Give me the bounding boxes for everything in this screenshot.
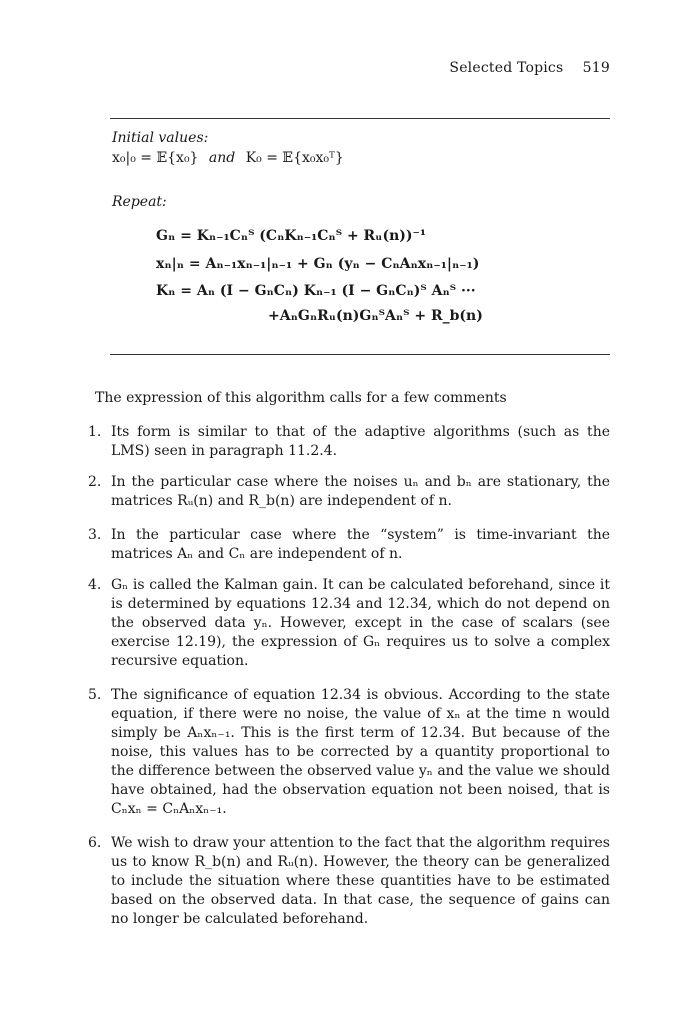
algorithm-box (110, 126, 610, 346)
covariance-equation-line2: +AₙGₙRᵤ(n)GₙᵀAₙᵀ + R_b(n) (268, 308, 483, 324)
section-title: Selected Topics (449, 60, 564, 76)
page-number: 519 (582, 60, 610, 76)
initial-covariance-equation: K₀ = 𝔼{x₀x₀ᵀ} (245, 150, 344, 166)
initial-values-label: Initial values: (112, 130, 209, 146)
algorithm-top-rule (110, 118, 610, 119)
running-header (449, 60, 610, 76)
initial-state-equation: x₀|₀ = 𝔼{x₀} (112, 150, 199, 166)
gain-equation: Gₙ = Kₙ₋₁Cₙᵀ (CₙKₙ₋₁Cₙᵀ + Rᵤ(n))⁻¹ (156, 228, 427, 244)
list-item (88, 686, 610, 836)
list-item-number: 2. (88, 474, 102, 490)
list-item-number: 1. (88, 424, 102, 440)
covariance-equation-line1: Kₙ = Aₙ (I − GₙCₙ) Kₙ₋₁ (I − GₙCₙ)ᵀ Aₙᵀ ··· (156, 283, 476, 299)
list-item-text: Its form is similar to that of the adaptive algorithms (such as the LMS) seen in paragraph 11.2.4. (111, 424, 610, 459)
intro-paragraph: The expression of this algorithm calls for a few comments (95, 390, 507, 406)
list-item (88, 526, 610, 566)
list-item-text: Gₙ is called the Kalman gain. It can be calculated beforehand, since it is determined by equations 12.34 and 12.34, which do not depend on the observed data yₙ. However, except in the case of scalars (see exercise 12.19), the expression of Gₙ requires us to solve a complex recursive equation. (111, 577, 610, 669)
list-item-number: 6. (88, 835, 102, 851)
list-item (88, 473, 610, 513)
list-item-text: The significance of equation 12.34 is obvious. According to the state equation, if there were no noise, the value of xₙ at the time n would simply be Aₙxₙ₋₁. This is the first term of 12.34. But because of the noise, this values has to be corrected by a quantity proportional to the difference between the observed value yₙ and the value we should have obtained, had the observation equation not been noised, that is Cₙxₙ = CₙAₙxₙ₋₁. (111, 687, 610, 817)
algorithm-bottom-rule (110, 354, 610, 355)
initial-values-equation (112, 150, 344, 166)
list-item-number: 5. (88, 687, 102, 703)
state-update-equation: xₙ|ₙ = Aₙ₋₁xₙ₋₁|ₙ₋₁ + Gₙ (yₙ − CₙAₙxₙ₋₁|ₙ₋₁) (156, 256, 480, 272)
list-item-number: 3. (88, 527, 102, 543)
list-item-text: In the particular case where the noises uₙ and bₙ are stationary, the matrices Rᵤ(n) and R_b(n) are independent of n. (111, 474, 610, 509)
list-item (88, 423, 610, 463)
list-item (88, 576, 610, 672)
list-item-number: 4. (88, 577, 102, 593)
initial-and-word: and (208, 150, 236, 166)
list-item (88, 834, 610, 930)
list-item-text: We wish to draw your attention to the fact that the algorithm requires us to know R_b(n) and Rᵤ(n). However, the theory can be generalized to include the situation where these quantities have to be estimated based on the observed data. In that case, the sequence of gains can no longer be calculated beforehand. (111, 835, 610, 927)
repeat-label: Repeat: (112, 194, 167, 210)
list-item-text: In the particular case where the “system” is time-invariant the matrices Aₙ and Cₙ are independent of n. (111, 527, 610, 562)
